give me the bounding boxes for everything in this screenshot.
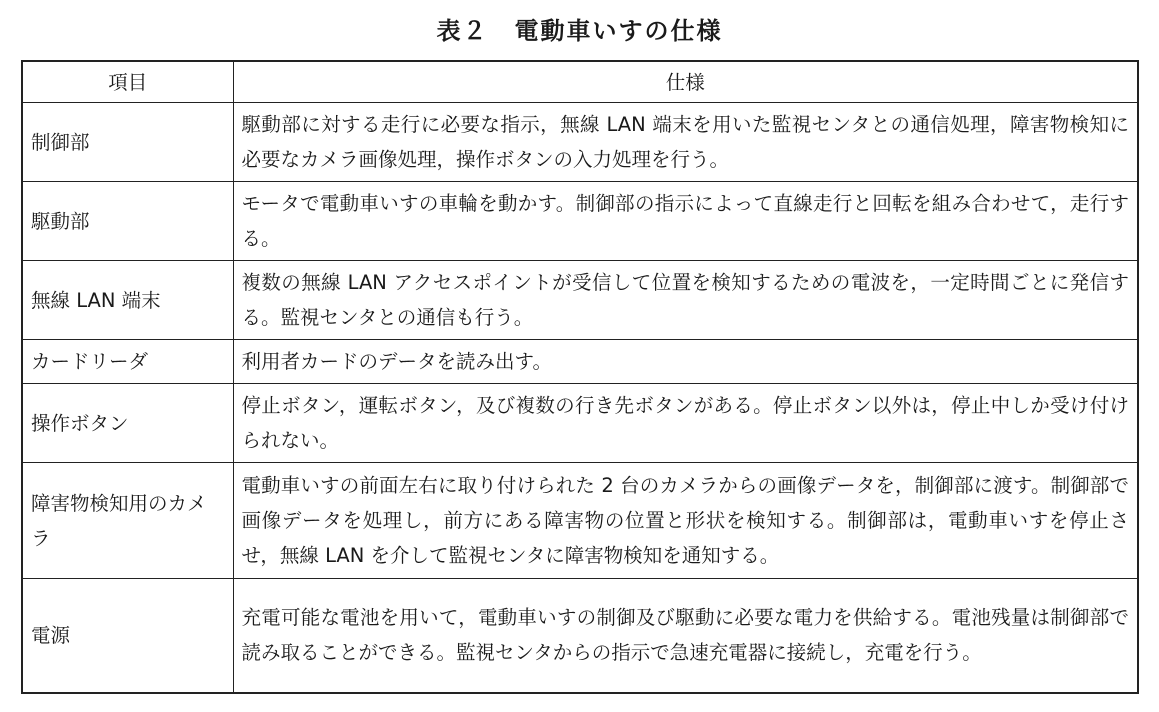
table-title: 表２ 電動車いすの仕様 [436, 17, 723, 45]
column-header-item: 項目 [22, 61, 233, 103]
table-row [22, 261, 1138, 340]
table-row [22, 579, 1138, 693]
row-item-label: 無線 LAN 端末 [22, 261, 233, 340]
row-item-label: カードリーダ [22, 340, 233, 384]
row-spec-text: 停止ボタン，運転ボタン，及び複数の行き先ボタンがある。停止ボタン以外は，停止中しか受け付けられない。 [233, 384, 1138, 463]
table-row [22, 340, 1138, 384]
row-item-label: 駆動部 [22, 182, 233, 261]
spec-table [21, 60, 1139, 694]
row-spec-text: 駆動部に対する走行に必要な指示，無線 LAN 端末を用いた監視センタとの通信処理，障害物検知に必要なカメラ画像処理，操作ボタンの入力処理を行う。 [233, 103, 1138, 182]
row-spec-text: 電動車いすの前面左右に取り付けられた 2 台のカメラからの画像データを，制御部に渡す。制御部で画像データを処理し，前方にある障害物の位置と形状を検知する。制御部は，電動車いすを停止させ，無線 LAN を介して監視センタに障害物検知を通知する。 [233, 463, 1138, 579]
table-row [22, 384, 1138, 463]
row-item-label: 制御部 [22, 103, 233, 182]
table-header-row [22, 61, 1138, 103]
row-spec-text: 複数の無線 LAN アクセスポイントが受信して位置を検知するための電波を，一定時間ごとに発信する。監視センタとの通信も行う。 [233, 261, 1138, 340]
table-row [22, 182, 1138, 261]
row-item-label: 電源 [22, 579, 233, 693]
column-header-spec: 仕様 [233, 61, 1138, 103]
row-spec-text: モータで電動車いすの車輪を動かす。制御部の指示によって直線走行と回転を組み合わせて，走行する。 [233, 182, 1138, 261]
row-item-label: 操作ボタン [22, 384, 233, 463]
table-row [22, 463, 1138, 579]
row-spec-text: 利用者カードのデータを読み出す。 [233, 340, 1138, 384]
table-row [22, 103, 1138, 182]
row-spec-text: 充電可能な電池を用いて，電動車いすの制御及び駆動に必要な電力を供給する。電池残量は制御部で読み取ることができる。監視センタからの指示で急速充電器に接続し，充電を行う。 [233, 579, 1138, 693]
row-item-label: 障害物検知用のカメラ [22, 463, 233, 579]
